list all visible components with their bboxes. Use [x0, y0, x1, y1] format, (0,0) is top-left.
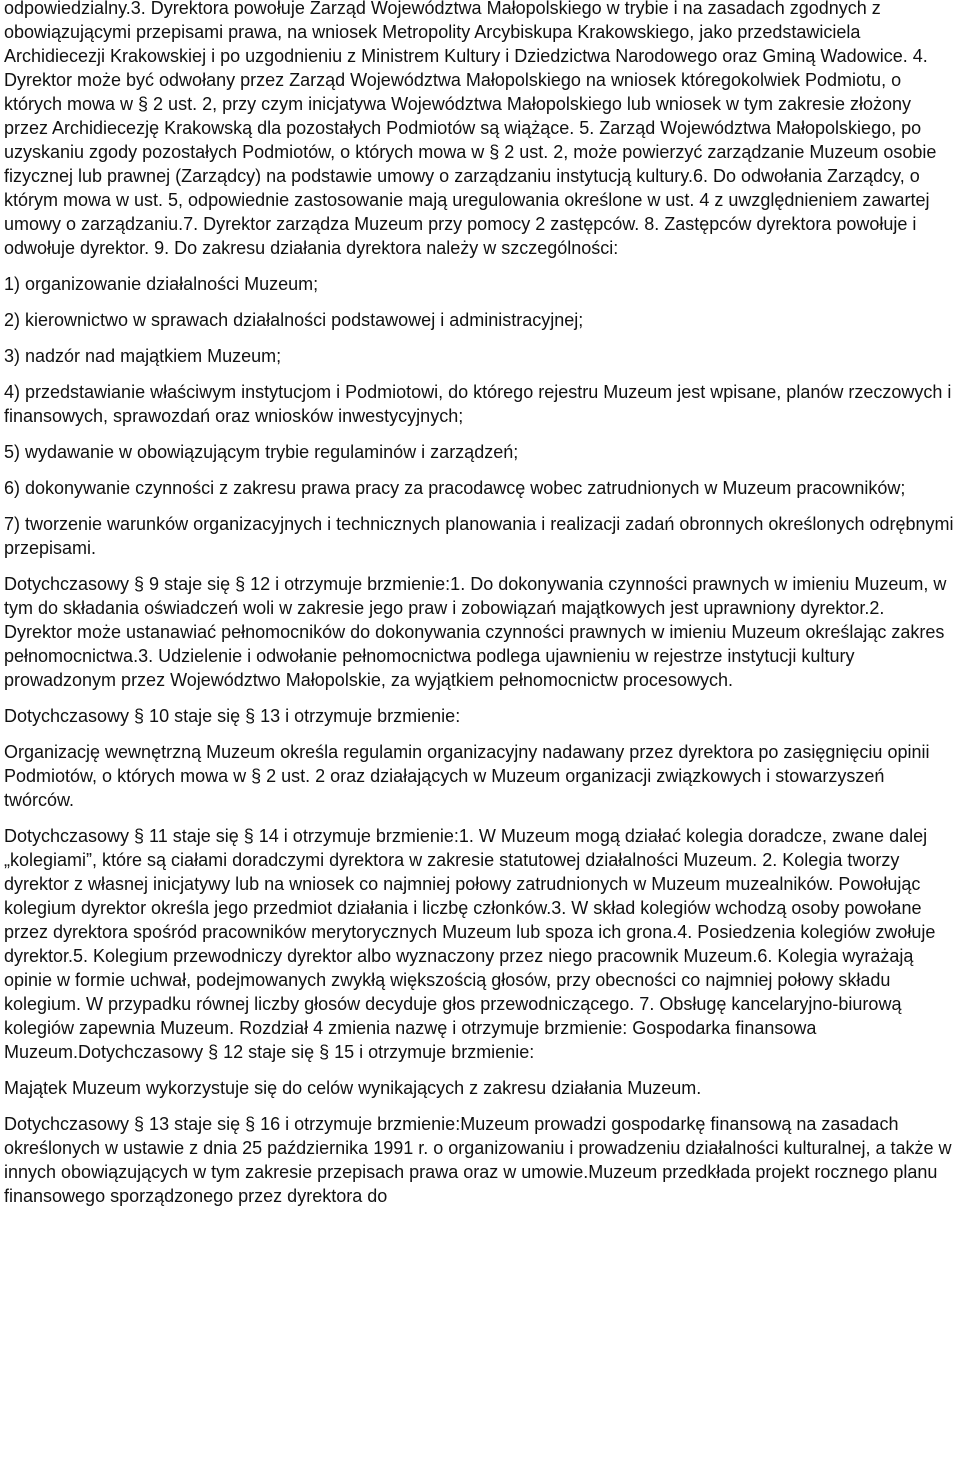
- list-item-5: 5) wydawanie w obowiązującym trybie regulaminów i zarządzeń;: [4, 442, 519, 462]
- document-page: [4, 0, 956, 1208]
- list-item-2: 2) kierownictwo w sprawach działalności podstawowej i administracyjnej;: [4, 310, 584, 330]
- paragraph-section-13-heading: Dotychczasowy § 10 staje się § 13 i otrzymuje brzmienie:: [4, 706, 461, 726]
- paragraph-section-14: Dotychczasowy § 11 staje się § 14 i otrzymuje brzmienie:1. W Muzeum mogą działać kolegia doradcze, zwane dalej „kolegiami”, które są ciałami doradczymi dyrektora w zakresie statutowej działalności Muzeum. 2. Kolegia tworzy dyrektor z własnej inicjatywy lub na wniosek co najmniej połowy zatrudnionych w Muzeum muzealników. Powołując kolegium dyrektor określa jego przedmiot działania i liczbę członków.3. W skład kolegiów wchodzą osoby powołane przez dyrektora spośród pracowników merytorycznych Muzeum lub spoza ich grona.4. Posiedzenia kolegiów zwołuje dyrektor.5. Kolegium przewodniczy dyrektor albo wyznaczony przez niego pracownik Muzeum.6. Kolegia wyrażają opinie w formie uchwał, podejmowanych zwykłą większością głosów, przy obecności co najmniej połowy składu kolegium. W przypadku równej liczby głosów decyduje głos przewodniczącego. 7. Obsługę kancelaryjno-biurową kolegiów zapewnia Muzeum. Rozdział 4 zmienia nazwę i otrzymuje brzmienie: Gospodarka finansowa Muzeum.Dotychczasowy § 12 staje się § 15 i otrzymuje brzmienie:: [4, 826, 936, 1062]
- paragraph-section-13-body: Organizację wewnętrzną Muzeum określa regulamin organizacyjny nadawany przez dyrektora po zasięgnięciu opinii Podmiotów, o których mowa w § 2 ust. 2 oraz działających w Muzeum organizacji związkowych i stowarzyszeń twórców.: [4, 742, 930, 810]
- list-item-1: 1) organizowanie działalności Muzeum;: [4, 274, 319, 294]
- list-item-7: 7) tworzenie warunków organizacyjnych i technicznych planowania i realizacji zadań obronnych określonych odrębnymi przepisami.: [4, 514, 954, 558]
- paragraph-section-16: Dotychczasowy § 13 staje się § 16 i otrzymuje brzmienie:Muzeum prowadzi gospodarkę finansową na zasadach określonych w ustawie z dnia 25 października 1991 r. o organizowaniu i prowadzeniu działalności kulturalnej, a także w innych obowiązujących w tym zakresie przepisach prawa oraz w umowie.Muzeum przedkłada projekt rocznego planu finansowego sporządzonego przez dyrektora do: [4, 1114, 952, 1206]
- list-item-6: 6) dokonywanie czynności z zakresu prawa pracy za pracodawcę wobec zatrudnionych w Muzeum pracowników;: [4, 478, 906, 498]
- paragraph-section-15-body: Majątek Muzeum wykorzystuje się do celów wynikających z zakresu działania Muzeum.: [4, 1078, 702, 1098]
- paragraph-section-12: Dotychczasowy § 9 staje się § 12 i otrzymuje brzmienie:1. Do dokonywania czynności prawnych w imieniu Muzeum, w tym do składania oświadczeń woli w zakresie jego praw i zobowiązań majątkowych jest uprawniony dyrektor.2. Dyrektor może ustanawiać pełnomocników do dokonywania czynności prawnych w imieniu Muzeum określając zakres pełnomocnictwa.3. Udzielenie i odwołanie pełnomocnictwa podlega ujawnieniu w rejestrze instytucji kultury prowadzonym przez Województwo Małopolskie, za wyjątkiem pełnomocnictw procesowych.: [4, 574, 947, 690]
- paragraph-director-appointment: odpowiedzialny.3. Dyrektora powołuje Zarząd Województwa Małopolskiego w trybie i na zasadach zgodnych z obowiązującymi przepisami prawa, na wniosek Metropolity Arcybiskupa Krakowskiego, jako przedstawiciela Archidiecezji Krakowskiej i po uzgodnieniu z Ministrem Kultury i Dziedzictwa Narodowego oraz Gminą Wadowice. 4. Dyrektor może być odwołany przez Zarząd Województwa Małopolskiego na wniosek któregokolwiek Podmiotu, o których mowa w § 2 ust. 2, przy czym inicjatywa Województwa Małopolskiego lub wniosek w tym zakresie złożony przez Archidiecezję Krakowską dla pozostałych Podmiotów są wiążące. 5. Zarząd Województwa Małopolskiego, po uzyskaniu zgody pozostałych Podmiotów, o których mowa w § 2 ust. 2, może powierzyć zarządzanie Muzeum osobie fizycznej lub prawnej (Zarządcy) na podstawie umowy o zarządzaniu instytucją kultury.6. Do odwołania Zarządcy, o którym mowa w ust. 5, odpowiednie zastosowanie mają uregulowania określone w ust. 4 z uwzględnieniem zawartej umowy o zarządzaniu.7. Dyrektor zarządza Muzeum przy pomocy 2 zastępców. 8. Zastępców dyrektora powołuje i odwołuje dyrektor. 9. Do zakresu działania dyrektora należy w szczególności:: [4, 0, 937, 258]
- list-item-3: 3) nadzór nad majątkiem Muzeum;: [4, 346, 282, 366]
- list-item-4: 4) przedstawianie właściwym instytucjom i Podmiotowi, do którego rejestru Muzeum jest wpisane, planów rzeczowych i finansowych, sprawozdań oraz wniosków inwestycyjnych;: [4, 382, 952, 426]
